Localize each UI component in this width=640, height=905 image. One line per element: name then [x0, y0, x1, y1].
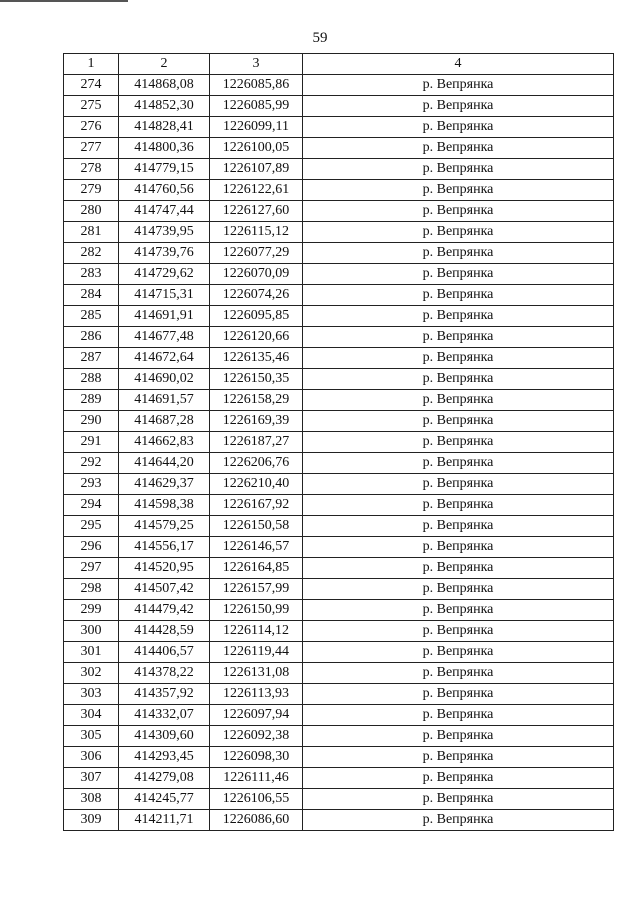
description-cell: р. Вепрянка	[303, 789, 614, 810]
description-cell: р. Вепрянка	[303, 390, 614, 411]
description-cell: р. Вепрянка	[303, 495, 614, 516]
point-number-cell: 290	[64, 411, 119, 432]
x-coordinate-cell: 414852,30	[119, 96, 210, 117]
point-number-cell: 306	[64, 747, 119, 768]
description-cell: р. Вепрянка	[303, 600, 614, 621]
point-number-cell: 279	[64, 180, 119, 201]
y-coordinate-cell: 1226119,44	[210, 642, 303, 663]
description-cell: р. Вепрянка	[303, 432, 614, 453]
description-cell: р. Вепрянка	[303, 138, 614, 159]
point-number-cell: 287	[64, 348, 119, 369]
table-row	[64, 369, 614, 390]
x-coordinate-cell: 414690,02	[119, 369, 210, 390]
y-coordinate-cell: 1226169,39	[210, 411, 303, 432]
scan-edge-mark	[0, 0, 128, 2]
header-cell-1: 1	[64, 54, 119, 75]
point-number-cell: 281	[64, 222, 119, 243]
point-number-cell: 292	[64, 453, 119, 474]
x-coordinate-cell: 414747,44	[119, 201, 210, 222]
table-row	[64, 705, 614, 726]
description-cell: р. Вепрянка	[303, 369, 614, 390]
point-number-cell: 297	[64, 558, 119, 579]
table-row	[64, 747, 614, 768]
point-number-cell: 298	[64, 579, 119, 600]
point-number-cell: 276	[64, 117, 119, 138]
y-coordinate-cell: 1226157,99	[210, 579, 303, 600]
table-row	[64, 117, 614, 138]
description-cell: р. Вепрянка	[303, 96, 614, 117]
y-coordinate-cell: 1226135,46	[210, 348, 303, 369]
description-cell: р. Вепрянка	[303, 558, 614, 579]
y-coordinate-cell: 1226107,89	[210, 159, 303, 180]
header-cell-2: 2	[119, 54, 210, 75]
description-cell: р. Вепрянка	[303, 537, 614, 558]
y-coordinate-cell: 1226085,99	[210, 96, 303, 117]
table-row	[64, 642, 614, 663]
point-number-cell: 296	[64, 537, 119, 558]
description-cell: р. Вепрянка	[303, 411, 614, 432]
y-coordinate-cell: 1226206,76	[210, 453, 303, 474]
description-cell: р. Вепрянка	[303, 516, 614, 537]
table-row	[64, 474, 614, 495]
point-number-cell: 295	[64, 516, 119, 537]
x-coordinate-cell: 414687,28	[119, 411, 210, 432]
table-row	[64, 243, 614, 264]
description-cell: р. Вепрянка	[303, 243, 614, 264]
point-number-cell: 305	[64, 726, 119, 747]
table-row	[64, 390, 614, 411]
table-row	[64, 411, 614, 432]
point-number-cell: 274	[64, 75, 119, 96]
x-coordinate-cell: 414479,42	[119, 600, 210, 621]
point-number-cell: 277	[64, 138, 119, 159]
y-coordinate-cell: 1226158,29	[210, 390, 303, 411]
x-coordinate-cell: 414672,64	[119, 348, 210, 369]
coordinates-table	[63, 53, 614, 831]
table-row	[64, 558, 614, 579]
point-number-cell: 299	[64, 600, 119, 621]
table-row	[64, 285, 614, 306]
point-number-cell: 282	[64, 243, 119, 264]
point-number-cell: 293	[64, 474, 119, 495]
point-number-cell: 309	[64, 810, 119, 831]
point-number-cell: 291	[64, 432, 119, 453]
table-row	[64, 789, 614, 810]
table-row	[64, 600, 614, 621]
table-row	[64, 222, 614, 243]
x-coordinate-cell: 414800,36	[119, 138, 210, 159]
table-row	[64, 327, 614, 348]
point-number-cell: 286	[64, 327, 119, 348]
point-number-cell: 294	[64, 495, 119, 516]
point-number-cell: 307	[64, 768, 119, 789]
y-coordinate-cell: 1226111,46	[210, 768, 303, 789]
x-coordinate-cell: 414293,45	[119, 747, 210, 768]
x-coordinate-cell: 414309,60	[119, 726, 210, 747]
point-number-cell: 280	[64, 201, 119, 222]
y-coordinate-cell: 1226092,38	[210, 726, 303, 747]
y-coordinate-cell: 1226098,30	[210, 747, 303, 768]
description-cell: р. Вепрянка	[303, 75, 614, 96]
x-coordinate-cell: 414332,07	[119, 705, 210, 726]
point-number-cell: 302	[64, 663, 119, 684]
description-cell: р. Вепрянка	[303, 810, 614, 831]
table-row	[64, 138, 614, 159]
x-coordinate-cell: 414779,15	[119, 159, 210, 180]
description-cell: р. Вепрянка	[303, 159, 614, 180]
x-coordinate-cell: 414828,41	[119, 117, 210, 138]
table-row	[64, 180, 614, 201]
x-coordinate-cell: 414428,59	[119, 621, 210, 642]
y-coordinate-cell: 1226100,05	[210, 138, 303, 159]
y-coordinate-cell: 1226097,94	[210, 705, 303, 726]
point-number-cell: 303	[64, 684, 119, 705]
point-number-cell: 284	[64, 285, 119, 306]
description-cell: р. Вепрянка	[303, 348, 614, 369]
point-number-cell: 289	[64, 390, 119, 411]
table-row	[64, 768, 614, 789]
table-row	[64, 621, 614, 642]
description-cell: р. Вепрянка	[303, 327, 614, 348]
description-cell: р. Вепрянка	[303, 264, 614, 285]
x-coordinate-cell: 414677,48	[119, 327, 210, 348]
x-coordinate-cell: 414729,62	[119, 264, 210, 285]
header-cell-3: 3	[210, 54, 303, 75]
y-coordinate-cell: 1226146,57	[210, 537, 303, 558]
x-coordinate-cell: 414556,17	[119, 537, 210, 558]
y-coordinate-cell: 1226150,99	[210, 600, 303, 621]
description-cell: р. Вепрянка	[303, 285, 614, 306]
point-number-cell: 288	[64, 369, 119, 390]
table-row	[64, 810, 614, 831]
x-coordinate-cell: 414644,20	[119, 453, 210, 474]
description-cell: р. Вепрянка	[303, 306, 614, 327]
table-header-row	[64, 54, 614, 75]
x-coordinate-cell: 414357,92	[119, 684, 210, 705]
description-cell: р. Вепрянка	[303, 474, 614, 495]
y-coordinate-cell: 1226086,60	[210, 810, 303, 831]
y-coordinate-cell: 1226115,12	[210, 222, 303, 243]
y-coordinate-cell: 1226099,11	[210, 117, 303, 138]
page-number: 59	[312, 30, 328, 46]
table-row	[64, 516, 614, 537]
x-coordinate-cell: 414691,91	[119, 306, 210, 327]
point-number-cell: 300	[64, 621, 119, 642]
table-row	[64, 579, 614, 600]
table-row	[64, 201, 614, 222]
table-row	[64, 306, 614, 327]
description-cell: р. Вепрянка	[303, 117, 614, 138]
table-body	[64, 75, 614, 831]
table-row	[64, 432, 614, 453]
header-cell-4: 4	[303, 54, 614, 75]
point-number-cell: 308	[64, 789, 119, 810]
y-coordinate-cell: 1226120,66	[210, 327, 303, 348]
y-coordinate-cell: 1226114,12	[210, 621, 303, 642]
x-coordinate-cell: 414715,31	[119, 285, 210, 306]
y-coordinate-cell: 1226085,86	[210, 75, 303, 96]
description-cell: р. Вепрянка	[303, 747, 614, 768]
description-cell: р. Вепрянка	[303, 222, 614, 243]
y-coordinate-cell: 1226074,26	[210, 285, 303, 306]
description-cell: р. Вепрянка	[303, 453, 614, 474]
description-cell: р. Вепрянка	[303, 642, 614, 663]
point-number-cell: 301	[64, 642, 119, 663]
y-coordinate-cell: 1226164,85	[210, 558, 303, 579]
description-cell: р. Вепрянка	[303, 768, 614, 789]
y-coordinate-cell: 1226187,27	[210, 432, 303, 453]
x-coordinate-cell: 414629,37	[119, 474, 210, 495]
y-coordinate-cell: 1226070,09	[210, 264, 303, 285]
description-cell: р. Вепрянка	[303, 201, 614, 222]
description-cell: р. Вепрянка	[303, 663, 614, 684]
y-coordinate-cell: 1226150,35	[210, 369, 303, 390]
point-number-cell: 275	[64, 96, 119, 117]
x-coordinate-cell: 414245,77	[119, 789, 210, 810]
x-coordinate-cell: 414378,22	[119, 663, 210, 684]
point-number-cell: 278	[64, 159, 119, 180]
table-row	[64, 726, 614, 747]
table-row	[64, 663, 614, 684]
x-coordinate-cell: 414279,08	[119, 768, 210, 789]
x-coordinate-cell: 414579,25	[119, 516, 210, 537]
x-coordinate-cell: 414598,38	[119, 495, 210, 516]
y-coordinate-cell: 1226113,93	[210, 684, 303, 705]
y-coordinate-cell: 1226150,58	[210, 516, 303, 537]
y-coordinate-cell: 1226167,92	[210, 495, 303, 516]
x-coordinate-cell: 414868,08	[119, 75, 210, 96]
table-row	[64, 453, 614, 474]
point-number-cell: 304	[64, 705, 119, 726]
y-coordinate-cell: 1226210,40	[210, 474, 303, 495]
table-row	[64, 96, 614, 117]
description-cell: р. Вепрянка	[303, 726, 614, 747]
table-row	[64, 348, 614, 369]
description-cell: р. Вепрянка	[303, 684, 614, 705]
x-coordinate-cell: 414739,76	[119, 243, 210, 264]
table-row	[64, 495, 614, 516]
description-cell: р. Вепрянка	[303, 621, 614, 642]
x-coordinate-cell: 414507,42	[119, 579, 210, 600]
table-row	[64, 684, 614, 705]
table-row	[64, 159, 614, 180]
y-coordinate-cell: 1226077,29	[210, 243, 303, 264]
point-number-cell: 283	[64, 264, 119, 285]
table-row	[64, 537, 614, 558]
description-cell: р. Вепрянка	[303, 705, 614, 726]
y-coordinate-cell: 1226131,08	[210, 663, 303, 684]
y-coordinate-cell: 1226095,85	[210, 306, 303, 327]
x-coordinate-cell: 414520,95	[119, 558, 210, 579]
point-number-cell: 285	[64, 306, 119, 327]
table-header	[64, 54, 614, 75]
y-coordinate-cell: 1226127,60	[210, 201, 303, 222]
description-cell: р. Вепрянка	[303, 579, 614, 600]
y-coordinate-cell: 1226122,61	[210, 180, 303, 201]
y-coordinate-cell: 1226106,55	[210, 789, 303, 810]
table-row	[64, 75, 614, 96]
description-cell: р. Вепрянка	[303, 180, 614, 201]
x-coordinate-cell: 414760,56	[119, 180, 210, 201]
x-coordinate-cell: 414211,71	[119, 810, 210, 831]
x-coordinate-cell: 414662,83	[119, 432, 210, 453]
table-row	[64, 264, 614, 285]
x-coordinate-cell: 414406,57	[119, 642, 210, 663]
x-coordinate-cell: 414691,57	[119, 390, 210, 411]
x-coordinate-cell: 414739,95	[119, 222, 210, 243]
